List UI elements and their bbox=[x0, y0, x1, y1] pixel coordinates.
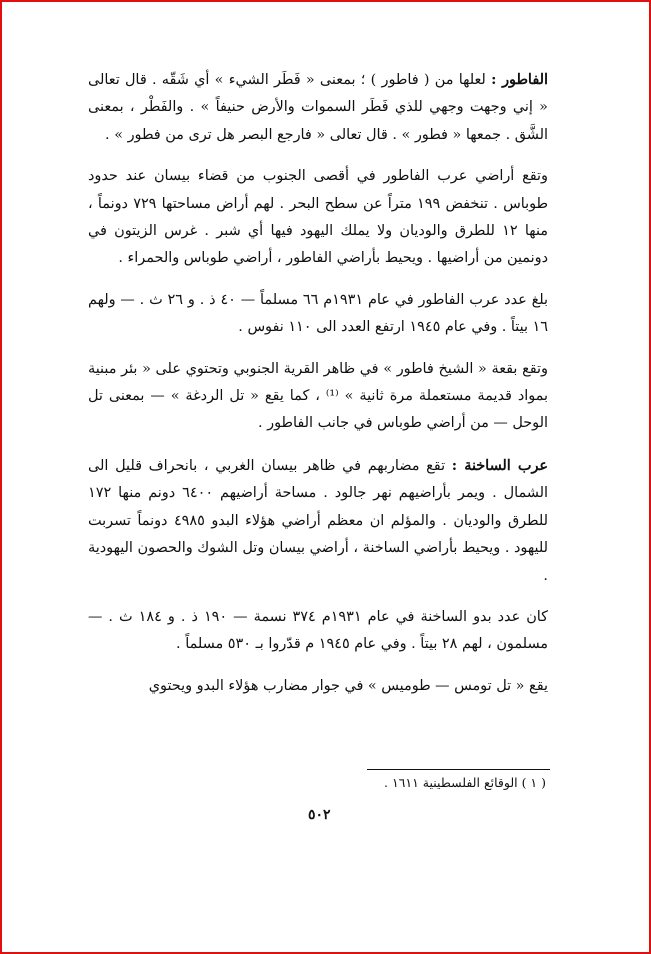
paragraph-sheikh-fatour bbox=[88, 356, 548, 438]
paragraph-text: وتقع أراضي عرب الفاطور في أقصى الجنوب من قضاء بيسان عند حدود طوباس . تنخفض ١٩٩ متراً عن سطح البحر . لهم أراض مساحتها ٧٢٩ دونماً ، منها ١٢ للطرق والوديان ولا يملك اليهود فيها أي شبر . غرس الزيتون في دونمين من أراضيها . ويحيط بأراضي الفاطور ، أراضي طوباس والحمراء . bbox=[88, 168, 548, 267]
paragraph-text: بلغ عدد عرب الفاطور في عام ١٩٣١م ٦٦ مسلماً — ٤٠ ذ . و ٢٦ ث . — ولهم ١٦ بيتاً . وفي عام ١٩٤٥ ارتفع العدد الى ١١٠ نفوس . bbox=[88, 291, 549, 336]
footnote-divider bbox=[367, 769, 550, 770]
footnote: ( ١ ) الوقائع الفلسطينية ١٦١١ . bbox=[384, 775, 546, 790]
paragraph-al-fatour-population bbox=[88, 287, 548, 342]
page-number: ٥٠٢ bbox=[308, 807, 331, 823]
paragraph-text: تقع مضاربهم في ظاهر بيسان الغربي ، بانحراف قليل الى الشمال . ويمر بأراضيهم نهر جالود . مساحة أراضيهم ٦٤٠٠ دونم منها ١٧٢ للطرق والوديان . والمؤلم ان معظم أراضي هؤلاء البدو ٤٩٨٥ دونماً تسربت لليهود . ويحيط بأراضي الساخنة ، أراضي بيسان وتل الشوك والحصون اليهودية . bbox=[88, 457, 549, 584]
paragraph-text: لعلها من ( فاطور ) ؛ بمعنى « فَطَر الشيء » أي شَقّه . قال تعالى « إني وجهت وجهي للذي فَطَر السموات والأرض حنيفاً » . والفَطْر ، بمعنى الشَّق . جمعها « فطور » . قال تعالى « فارجع البصر هل ترى من فطور » . bbox=[88, 72, 548, 143]
paragraph-al-fatour-lands bbox=[88, 163, 548, 273]
paragraph-text: يقع « تل تومس — طوميس » في جوار مضارب هؤلاء البدو ويحتوي bbox=[148, 677, 548, 694]
paragraph-tell-tumis bbox=[88, 673, 548, 700]
paragraph-al-sakhina-lands bbox=[88, 452, 548, 590]
paragraph-text: وتقع بقعة « الشيخ فاطور » في ظاهر القرية الجنوبي وتحتوي على « بئر مبنية بمواد قديمة مستعملة مرة ثانية » ⁽¹⁾ ، كما يقع « تل الردغة » — بمعنى تل الوحل — من أراضي طوباس في جانب الفاطور . bbox=[88, 360, 548, 432]
body-text bbox=[88, 66, 548, 700]
entry-heading-al-fatour: الفاطور : bbox=[491, 71, 548, 88]
paragraph-text: كان عدد بدو الساخنة في عام ١٩٣١م ٣٧٤ نسمة — ١٩٠ ذ . و ١٨٤ ث . — مسلمون ، لهم ٢٨ بيتاً . وفي عام ١٩٤٥ م قدّروا بـ ٥٣٠ مسلماً . bbox=[88, 608, 549, 653]
entry-heading-al-sakhina: عرب الساخنة : bbox=[451, 456, 548, 474]
paragraph-al-sakhina-population bbox=[88, 604, 548, 659]
paragraph-al-fatour-etymology bbox=[88, 66, 548, 149]
